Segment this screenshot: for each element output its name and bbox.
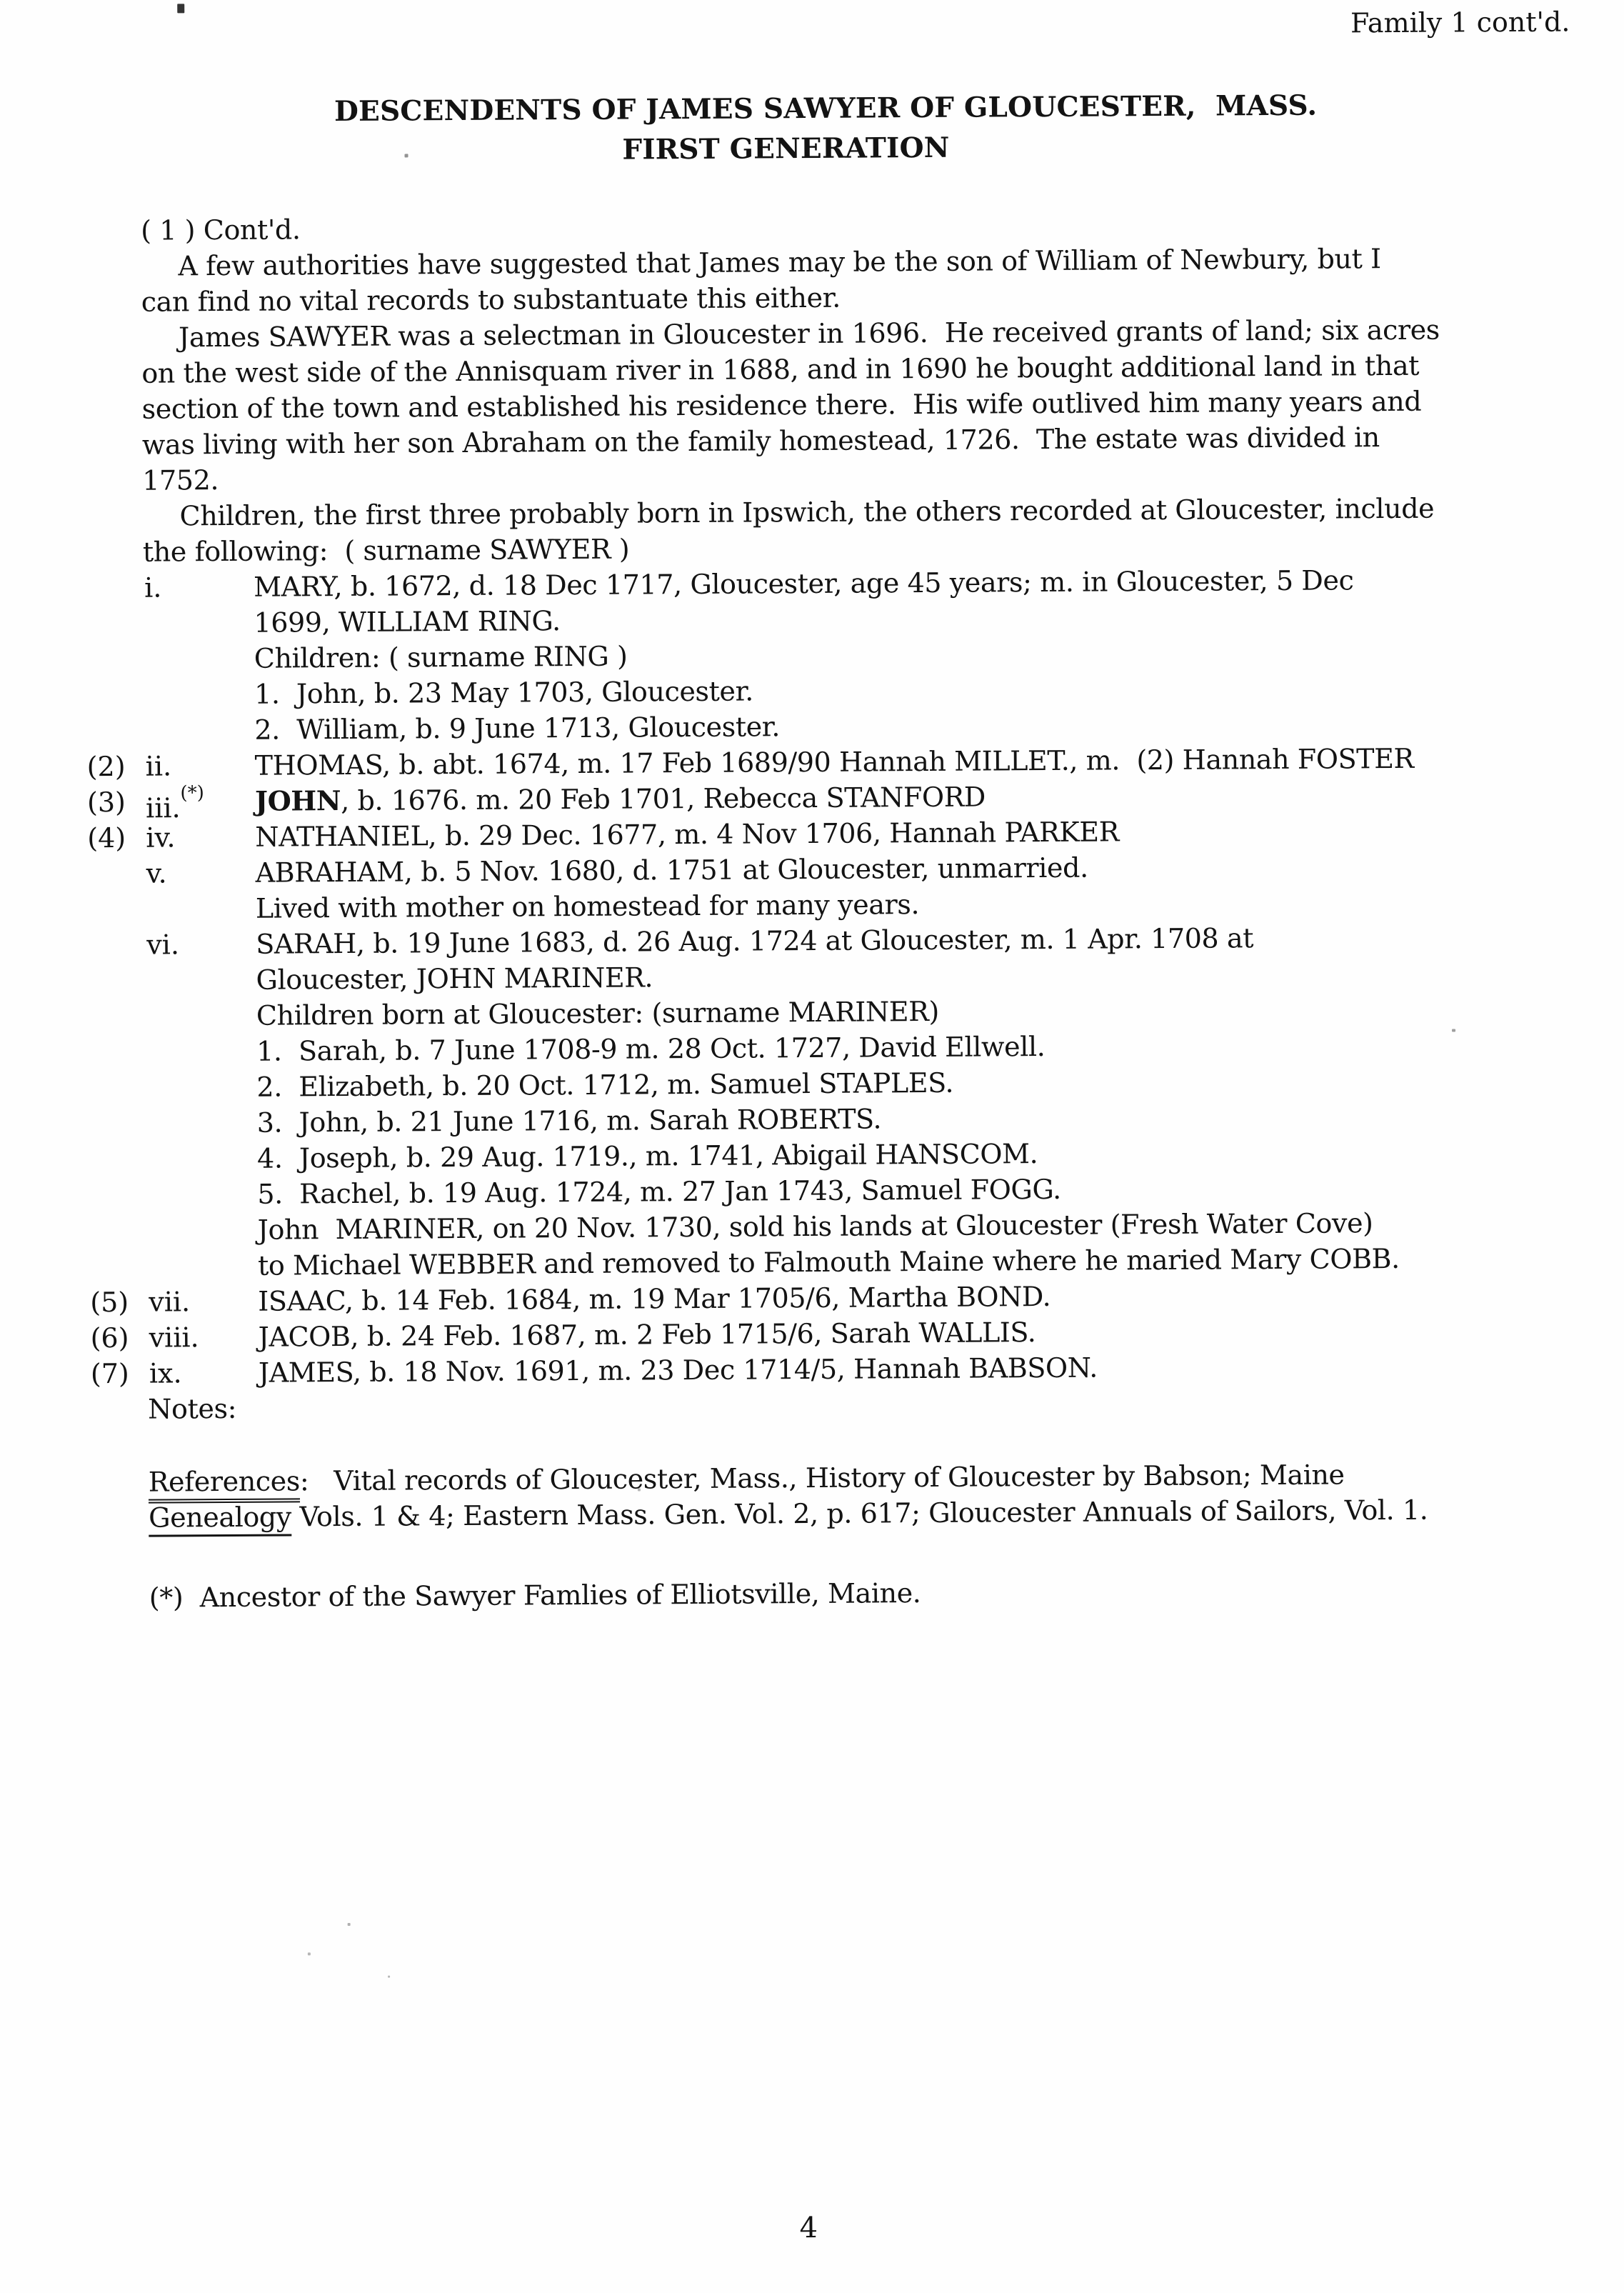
text-line: can find no vital records to substantuate this either.	[141, 281, 841, 318]
text-line: 1752.	[142, 464, 219, 496]
document-subtitle: FIRST GENERATION	[622, 131, 950, 166]
child-entry	[87, 846, 1623, 927]
entry-line: to Michael WEBBER and removed to Falmouth Maine where he maried Mary COBB.	[257, 1242, 1400, 1282]
roman-numeral: viii.	[149, 1322, 199, 1354]
family-number	[88, 927, 146, 963]
family-number: (2)	[86, 750, 126, 783]
text-line: was living with her son Abraham on the family homestead, 1726. The estate was divided in	[141, 421, 1380, 461]
entry-line: 4. Joseph, b. 29 Aug. 1719., m. 1741, Abigail HANSCOM.	[256, 1138, 1038, 1174]
entry-line: JACOB, b. 24 Feb. 1687, m. 2 Feb 1715/6, Sarah WALLIS.	[258, 1317, 1036, 1353]
roman-numeral: ix.	[149, 1357, 182, 1389]
entry-line: MARY, b. 1672, d. 18 Dec 1717, Gloucester, age 45 years; m. in Gloucester, 5 Dec	[254, 564, 1354, 603]
entry-lines	[256, 918, 1624, 1284]
entry-line: ABRAHAM, b. 5 Nov. 1680, d. 1751 at Gloucester, unmarried.	[255, 851, 1088, 889]
paragraph-authorities	[141, 239, 1619, 320]
title-block	[0, 84, 1618, 174]
notes-label: Notes:	[148, 1392, 237, 1425]
running-header: Family 1 cont'd.	[1350, 6, 1570, 39]
text-line: Children, the first three probably born in Ipswich, the others recorded at Gloucester, include	[179, 492, 1435, 532]
child-entry	[88, 918, 1624, 1284]
roman-numeral: vii.	[149, 1286, 191, 1318]
entry-line: JAMES, b. 18 Nov. 1691, m. 23 Dec 1714/5, Hannah BABSON.	[258, 1352, 1098, 1389]
entry-line: Children born at Gloucester: (surname MARINER)	[256, 995, 939, 1031]
references-text: Vital records of Gloucester, Mass., History of Gloucester by Babson; Maine	[309, 1459, 1345, 1497]
references-label: References	[149, 1465, 300, 1503]
entry-line: John MARINER, on 20 Nov. 1730, sold his lands at Gloucester (Fresh Water Cove)	[257, 1207, 1373, 1246]
entry-line: THOMAS, b. abt. 1674, m. 17 Feb 1689/90 Hannah MILLET., m. (2) Hannah FOSTER	[254, 742, 1414, 781]
child-entry	[86, 561, 1621, 749]
page-number: 4	[799, 2211, 818, 2245]
roman-numeral: ii.	[145, 750, 172, 782]
roman-numeral: i.	[144, 571, 162, 604]
footnote-marker: (*)	[180, 782, 204, 804]
roman-numeral: iv.	[146, 821, 176, 854]
footnote: (*) Ancestor of the Sawyer Famlies of Elliotsville, Maine.	[149, 1577, 921, 1614]
family-number	[86, 570, 144, 606]
entry-line: 1699, WILLIAM RING.	[254, 605, 561, 639]
contd-label: ( 1 ) Cont'd.	[141, 214, 301, 246]
text-line: A few authorities have suggested that James may be the son of William of Newbury, but I	[178, 243, 1381, 282]
roman-numeral: v.	[146, 857, 167, 889]
family-number: (5)	[90, 1286, 129, 1319]
scan-artifact	[177, 4, 184, 13]
footnote-section	[149, 1571, 1624, 1616]
entry-line: SARAH, b. 19 June 1683, d. 26 Aug. 1724 at Gloucester, m. 1 Apr. 1708 at	[256, 922, 1254, 960]
roman-numeral: iii.(*)	[145, 782, 204, 824]
scan-artifact	[348, 1923, 351, 1926]
text-line: section of the town and established his residence there. His wife outlived him many years and	[141, 385, 1422, 425]
entry-line: Gloucester, JOHN MARINER.	[256, 961, 653, 996]
child-name-bold: JOHN	[254, 784, 341, 817]
entry-line: 2. Elizabeth, b. 20 Oct. 1712, m. Samuel STAPLES.	[256, 1066, 954, 1103]
document-title: DESCENDENTS OF JAMES SAWYER OF GLOUCESTER, MASS.	[334, 89, 1318, 129]
family-number: (4)	[87, 821, 126, 854]
book-title-underlined: Genealogy	[149, 1501, 291, 1537]
family-number	[87, 856, 146, 892]
entry-lines	[254, 561, 1621, 748]
text-line: James SAWYER was a selectman in Gloucester in 1696. He received grants of land; six acres	[178, 314, 1440, 354]
family-number: (3)	[86, 786, 126, 819]
paragraph-children-intro	[142, 489, 1620, 570]
references-colon: :	[299, 1465, 309, 1497]
scan-artifact	[388, 1976, 390, 1978]
entry-line: 1. John, b. 23 May 1703, Gloucester.	[254, 675, 753, 710]
references-section	[149, 1455, 1624, 1536]
entry-line: NATHANIEL, b. 29 Dec. 1677, m. 4 Nov 1706, Hannah PARKER	[255, 816, 1119, 853]
entry-line: 1. Sarah, b. 7 June 1708-9 m. 28 Oct. 1727, David Ellwell.	[256, 1031, 1046, 1067]
entry-line: Lived with mother on homestead for many years.	[255, 889, 920, 924]
roman-numeral: vi.	[146, 929, 180, 961]
references-text: Vols. 1 & 4; Eastern Mass. Gen. Vol. 2, p. 617; Gloucester Annuals of Sailors, Vol. 1.	[291, 1494, 1428, 1533]
text-line: the following: ( surname SAWYER )	[142, 533, 630, 568]
entry-line: 3. John, b. 21 June 1716, m. Sarah ROBERTS.	[256, 1103, 882, 1139]
children-list	[86, 561, 1624, 1392]
family-number: (7)	[90, 1357, 129, 1390]
entry-line: 2. William, b. 9 June 1713, Gloucester.	[254, 711, 781, 746]
text-line: on the west side of the Annisquam river in 1688, and in 1690 he bought additional land in that	[141, 349, 1420, 389]
entry-lines	[255, 846, 1623, 926]
family-number: (6)	[90, 1322, 129, 1354]
entry-line: ISAAC, b. 14 Feb. 1684, m. 19 Mar 1705/6, Martha BOND.	[258, 1280, 1051, 1317]
scan-artifact	[308, 1952, 311, 1955]
entry-line: Children: ( surname RING )	[254, 640, 628, 674]
entry-line: JOHN, b. 1676. m. 20 Feb 1701, Rebecca STANFORD	[254, 781, 986, 817]
document-body	[0, 204, 1624, 1617]
paragraph-james-sawyer	[141, 311, 1620, 499]
entry-line: 5. Rachel, b. 19 Aug. 1724, m. 27 Jan 1743, Samuel FOGG.	[257, 1173, 1061, 1210]
